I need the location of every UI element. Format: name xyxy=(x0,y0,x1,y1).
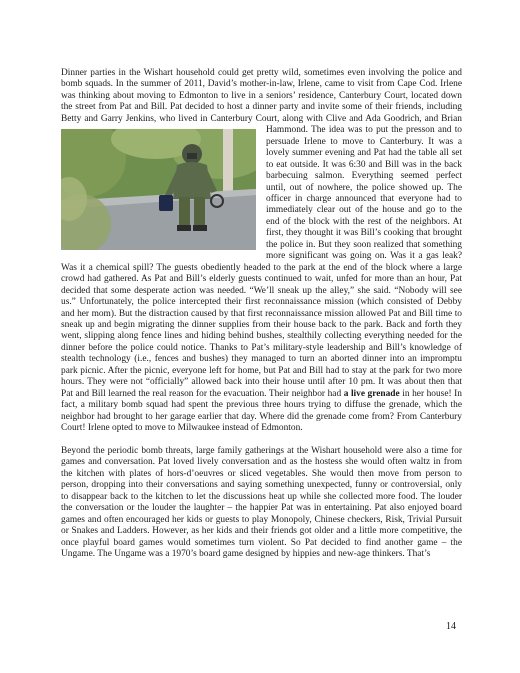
bomb-technician-image xyxy=(61,129,256,250)
paragraph-text-end: in her house! In fact, a military bomb squad had spent the previous three hours trying to diffuse the grenade, which the neighbor had brought to her garage earlier that day. Where did the grenade come from? From Canterbury Court! Irlene opted to move to Milwaukee instead of Edmonton. xyxy=(61,388,462,434)
paragraph-text-continued: on and to persuade Irlene to move to Canterbury. It was a lovely summer evening and Pat had the table all set to eat outside. It was 6:30 and Bill was in the back barbecuing salmon. Everything seemed perfect until, out of nowhere, the police showed up. The officer in charge announced that everyone had to immediately clear out of the house and go to the end of the block with the rest of the neighbors. At first, they thought it was Bill’s cooking that brought the police in. But they soon realized that something more significant was going on. Was it a gas leak? Was it a chemical spill? The guests obediently headed to the park at the end of the block where a large crowd had gathered. As Pat and Bill’s elderly guests continued to wait, unfed for more than an hour, Pat decided that some desperate action was needed. “We’ll sneak up the alley,” she said. “Nobody will see us.” Unfortunately, the police intercepted their first reconnaissance mission (which consisted of Debby and her mom). But the distraction caused by that first reconnaissance mission allowed Pat and Bill time to sneak up and begin migrating the dinner supplies from their house back to the park. Back and forth they went, slipping along fence lines and hiding behind bushes, stealthily collecting everything needed for the dinner before the police could notice. Thanks to Pat’s military-style leadership and Bill’s knowledge of stealth technology (i.e., fences and bushes) they managed to turn an aborted dinner into an impromptu park picnic. After the picnic, everyone left for home, but Pat and Bill had to stay at the park for two more hours. They were not “officially” allowed back into their house until after 10 pm. It was about then that Pat and Bill learned the real reason for the evacuation. Their neighbor had xyxy=(61,125,462,399)
body-text xyxy=(61,68,462,560)
bold-phrase: a live grenade xyxy=(343,388,400,399)
page-number: 14 xyxy=(446,621,456,632)
paragraph-bomb-squad xyxy=(61,68,462,435)
paragraph-text: Dinner parties in the Wishart household could get pretty wild, sometimes even involving the police and bomb squads. In the summer of 2011, David’s mother-in-law, Irlene, came to visit from Cape Cod. Irlene was thinking about moving to Edmonton to live in a seniors’ residence, Canterbury Court, located down the street from Pat and Bill. Pat decided to host a dinner party and invite some of their friends, including Betty and Garry Jenkins, who lived in Canterbury Court, along with Clive and Ada Goodrich, and Brian Hammond. The idea was to put the press xyxy=(61,68,462,136)
bomb-squad-photo xyxy=(61,129,256,250)
paragraph-games: Beyond the periodic bomb threats, large family gatherings at the Wishart household were also a time for games and conversation. Pat loved lively conversation and as the hostess she would often waltz in from the kitchen with plates of hors-d’oeuvres or sliced vegetables. She would then move from person to person, dropping into their conversations and saying something unexpected, funny or controversial, only to disappear back to the kitchen to let the discussions heat up while she collected more food. The louder the conversation or the louder the laughter – the happier Pat was in entertaining. Pat also enjoyed board games and often encouraged her kids or guests to play Monopoly, Chinese checkers, Risk, Trivial Pursuit or Snakes and Ladders. However, as her kids and their friends got older and a little more competitive, the once playful board games would sometimes turn violent. So Pat decided to find another game – the Ungame. The Ungame was a 1970’s board game designed by hippies and new-age thinkers. That’s xyxy=(61,445,462,560)
